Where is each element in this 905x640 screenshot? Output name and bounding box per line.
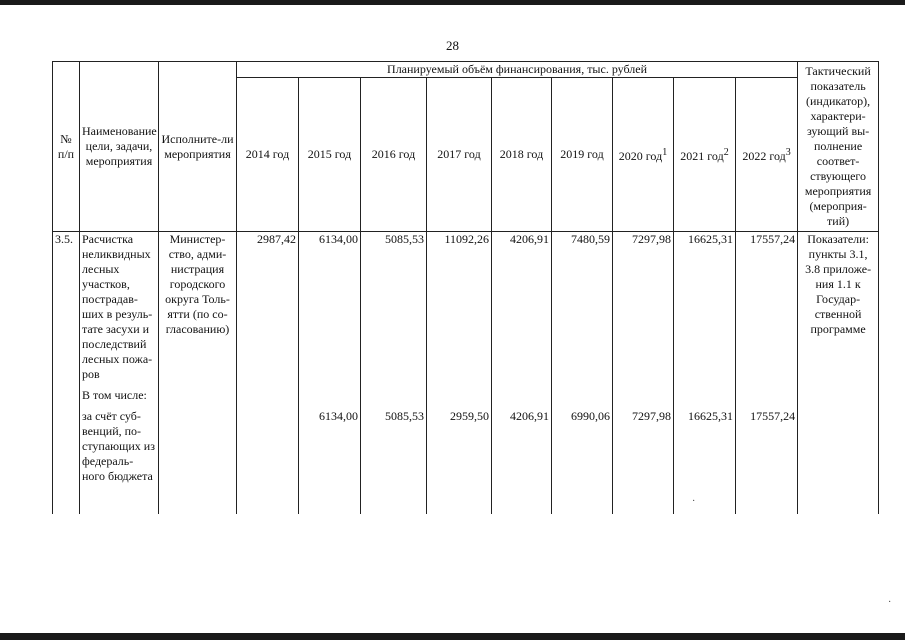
footnote-mark: 1 — [662, 147, 668, 158]
value-cell: 17557,24 — [736, 409, 798, 484]
year-header: 2014 год — [237, 78, 299, 232]
value-cell: 4206,91 — [492, 232, 552, 383]
value-cell: 2987,42 — [237, 232, 299, 383]
row-executor — [159, 388, 237, 403]
table-row — [53, 232, 879, 383]
planned-financing-header: Планируемый объём финансирования, тыс. рублей — [237, 62, 798, 78]
value-cell — [552, 388, 613, 403]
year-header: 2021 год$^2$ — [674, 78, 736, 232]
table-row — [53, 388, 879, 403]
row-name: В том числе: — [80, 388, 159, 403]
scan-speck: · — [888, 597, 892, 608]
financing-table — [52, 61, 879, 514]
value-cell — [613, 388, 674, 403]
value-cell: 6134,00 — [299, 232, 361, 383]
row-number — [53, 409, 80, 484]
table-row — [53, 409, 879, 484]
col-name-header: Наименование цели, задачи, мероприятия — [80, 62, 159, 232]
value-cell: 5085,53 — [361, 409, 427, 484]
value-cell: 17557,24 — [736, 232, 798, 383]
value-cell — [361, 388, 427, 403]
page-number: 28 — [446, 38, 459, 53]
year-header: 2017 год — [427, 78, 492, 232]
value-cell: 2959,50 — [427, 409, 492, 484]
value-cell: 16625,31 — [674, 409, 736, 484]
value-cell — [674, 388, 736, 403]
scan-speck: · — [692, 496, 696, 507]
year-header: 2020 год$^1$ — [613, 78, 674, 232]
row-indicator — [798, 409, 879, 484]
row-number: 3.5. — [53, 232, 80, 383]
row-executor — [159, 409, 237, 484]
row-name: за счёт суб-венций, по-ступающих из федераль-ного бюджета — [80, 409, 159, 484]
value-cell — [237, 388, 299, 403]
row-indicator: Показатели: пункты 3.1, 3.8 приложе-ния 1.1 к Государ-ственной программе — [798, 232, 879, 383]
row-indicator — [798, 388, 879, 403]
value-cell: 16625,31 — [674, 232, 736, 383]
row-name: Расчистка неликвидных лесных участков, пострадав-ших в резуль-тате засухи и последствий лесных пожа-ров — [80, 232, 159, 383]
year-header: 2016 год — [361, 78, 427, 232]
value-cell — [237, 409, 299, 484]
col-indicator-header: Тактический показатель (индикатор), характери-зующий вы-полнение соответ-ствующего мероприятия (мероприя-тий) — [798, 62, 879, 232]
spacer-row — [53, 484, 879, 514]
col-executor-header: Исполнитe-ли мероприятия — [159, 62, 237, 232]
value-cell: 11092,26 — [427, 232, 492, 383]
row-executor: Министер-ство, адми-нистрация городского округа Толь-ятти (по со-гласованию) — [159, 232, 237, 383]
footnote-mark: 2 — [723, 147, 729, 158]
year-header: 2015 год — [299, 78, 361, 232]
year-header: 2019 год — [552, 78, 613, 232]
value-cell — [492, 388, 552, 403]
col-num-header: № п/п — [53, 62, 80, 232]
value-cell — [299, 388, 361, 403]
value-cell — [427, 388, 492, 403]
year-header: 2022 год$^3$ — [736, 78, 798, 232]
top-border — [0, 0, 905, 5]
value-cell: 6134,00 — [299, 409, 361, 484]
footnote-mark: 3 — [785, 147, 791, 158]
value-cell: 6990,06 — [552, 409, 613, 484]
value-cell: 4206,91 — [492, 409, 552, 484]
value-cell: 7480,59 — [552, 232, 613, 383]
bottom-border — [0, 633, 905, 640]
value-cell — [736, 388, 798, 403]
year-header: 2018 год — [492, 78, 552, 232]
value-cell: 5085,53 — [361, 232, 427, 383]
row-number — [53, 388, 80, 403]
value-cell: 7297,98 — [613, 232, 674, 383]
value-cell: 7297,98 — [613, 409, 674, 484]
